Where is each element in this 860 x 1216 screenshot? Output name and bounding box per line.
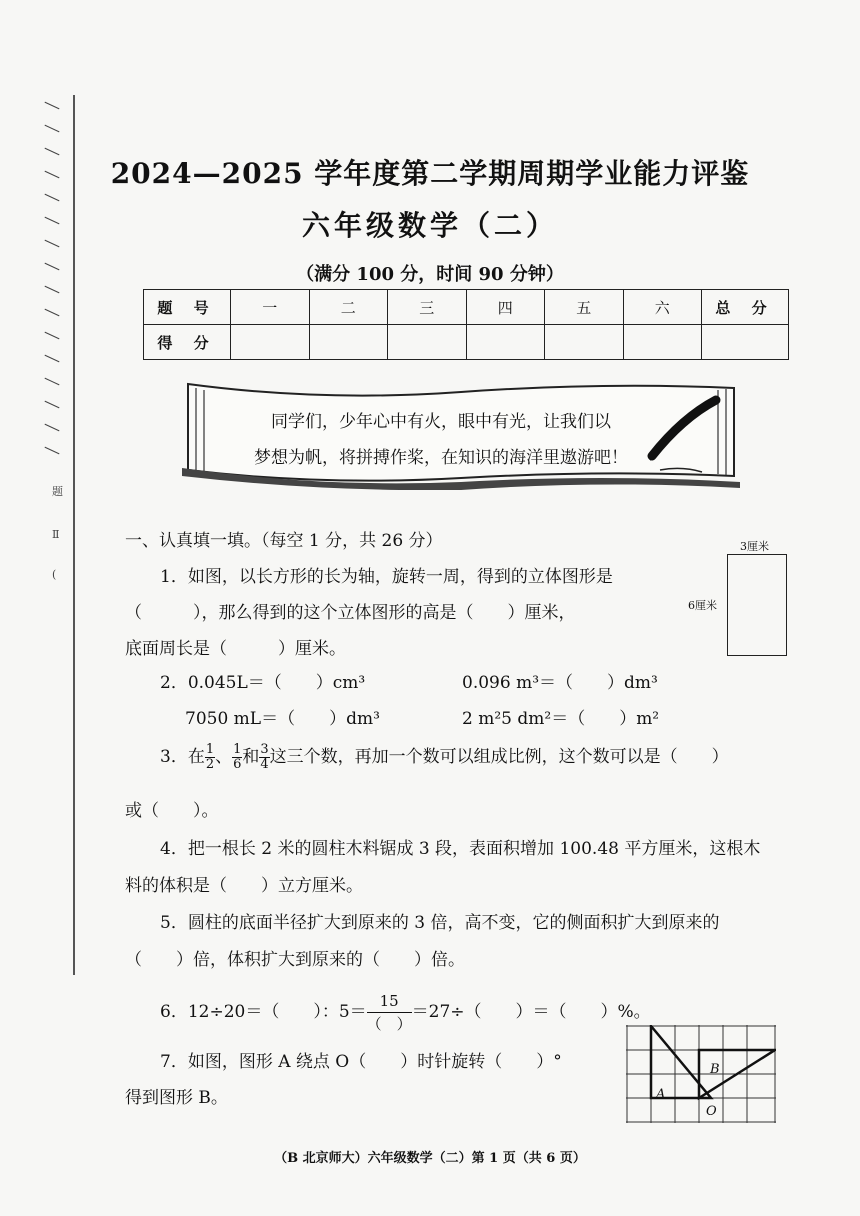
q4-line-2: 料的体积是（ ）立方厘米。 <box>125 876 363 896</box>
score-row-label: 得 分 <box>144 325 231 360</box>
q3-sep-2: 和 <box>242 747 260 767</box>
q4-line-1: 4．把一根长 2 米的圆柱木料锯成 3 段，表面积增加 100.48 平方厘米，这根木 <box>160 839 761 859</box>
side-mark-2: Ⅱ <box>52 528 60 541</box>
score-blank <box>623 325 702 360</box>
score-cell-3: 三 <box>388 290 467 325</box>
q6-suffix: ＝27÷（ ）＝（ ）%。 <box>411 1002 651 1022</box>
score-table <box>143 289 789 360</box>
score-blank <box>309 325 388 360</box>
side-mark-1: 题 <box>52 485 63 498</box>
q1-line-3: 底面周长是（ ）厘米。 <box>125 639 346 659</box>
page-footer: （B 北京师大）六年级数学（二）第 1 页（共 6 页） <box>274 1151 586 1166</box>
q6-line <box>160 990 651 1035</box>
score-table-score-row <box>144 325 789 360</box>
rect-height-label: 6厘米 <box>688 599 717 612</box>
score-cell-6: 六 <box>623 290 702 325</box>
grid-label-b: B <box>710 1062 720 1077</box>
score-blank <box>702 325 789 360</box>
q2-a: 2．0.045L＝（ ）cm³ <box>160 673 366 693</box>
fraction-3-4: $\frac{3}{4}$ <box>260 742 269 772</box>
q5-line-1: 5．圆柱的底面半径扩大到原来的 3 倍，高不变，它的侧面积扩大到原来的 <box>160 913 720 933</box>
rect-width-label: 3厘米 <box>740 540 769 553</box>
rotation-grid-figure <box>626 1025 776 1123</box>
grid-label-o: O <box>706 1104 717 1119</box>
score-blank <box>466 325 545 360</box>
q3-prefix: 3．在 <box>160 747 205 767</box>
q7-line-2: 得到图形 B。 <box>125 1088 228 1108</box>
q2-d: 2 m²5 dm²＝（ ）m² <box>462 709 660 729</box>
fraction-1-2: $\frac{1}{2}$ <box>205 742 215 772</box>
score-blank <box>231 325 310 360</box>
q1-line-2: （ ），那么得到的这个立体图形的高是（ ）厘米， <box>125 603 576 623</box>
score-cell-2: 二 <box>309 290 388 325</box>
q3-sep-1: 、 <box>215 747 233 767</box>
rectangle-figure <box>727 554 787 656</box>
score-cell-4: 四 <box>466 290 545 325</box>
q3-line-2: 或（ ）。 <box>125 801 219 821</box>
score-cell-total: 总 分 <box>702 290 789 325</box>
exam-title: 2024—2025 学年度第二学期周期学业能力评鉴 <box>110 157 750 190</box>
q6-fraction: $\frac{15}{( )}$ <box>366 992 412 1033</box>
score-cell-1: 一 <box>231 290 310 325</box>
side-mark-3: ( <box>52 568 57 581</box>
exam-meta: （满分 100 分，时间 90 分钟） <box>296 264 564 285</box>
score-cell-5: 五 <box>545 290 624 325</box>
q6-prefix: 6．12÷20＝（ ）：5＝ <box>160 1002 367 1022</box>
score-cell-label: 题 号 <box>144 290 231 325</box>
banner-line-1: 同学们，少年心中有火，眼中有光，让我们以 <box>271 412 611 432</box>
banner-line-2: 梦想为帆，将拼搏作桨，在知识的海洋里遨游吧！ <box>254 448 628 468</box>
q2-c: 7050 mL＝（ ）dm³ <box>185 709 380 729</box>
q3-line-1 <box>160 742 729 772</box>
section-1-title: 一、认真填一填。（每空 1 分，共 26 分） <box>125 531 443 551</box>
score-table-header-row <box>144 290 789 325</box>
score-blank <box>388 325 467 360</box>
exam-subtitle: 六年级数学（二） <box>301 209 558 242</box>
banner-scroll-graphic <box>182 378 740 490</box>
q1-line-1: 1．如图，以长方形的长为轴，旋转一周，得到的立体图形是 <box>160 567 613 587</box>
q2-b: 0.096 m³＝（ ）dm³ <box>462 673 658 693</box>
q7-line-1: 7．如图，图形 A 绕点 O（ ）时针旋转（ ）° <box>160 1052 562 1072</box>
fraction-1-6: $\frac{1}{6}$ <box>233 742 242 772</box>
score-blank <box>545 325 624 360</box>
grid-label-a: A <box>656 1087 666 1102</box>
q3-suffix: 这三个数，再加一个数可以组成比例，这个数可以是（ ） <box>269 747 729 767</box>
q5-line-2: （ ）倍，体积扩大到原来的（ ）倍。 <box>125 950 465 970</box>
